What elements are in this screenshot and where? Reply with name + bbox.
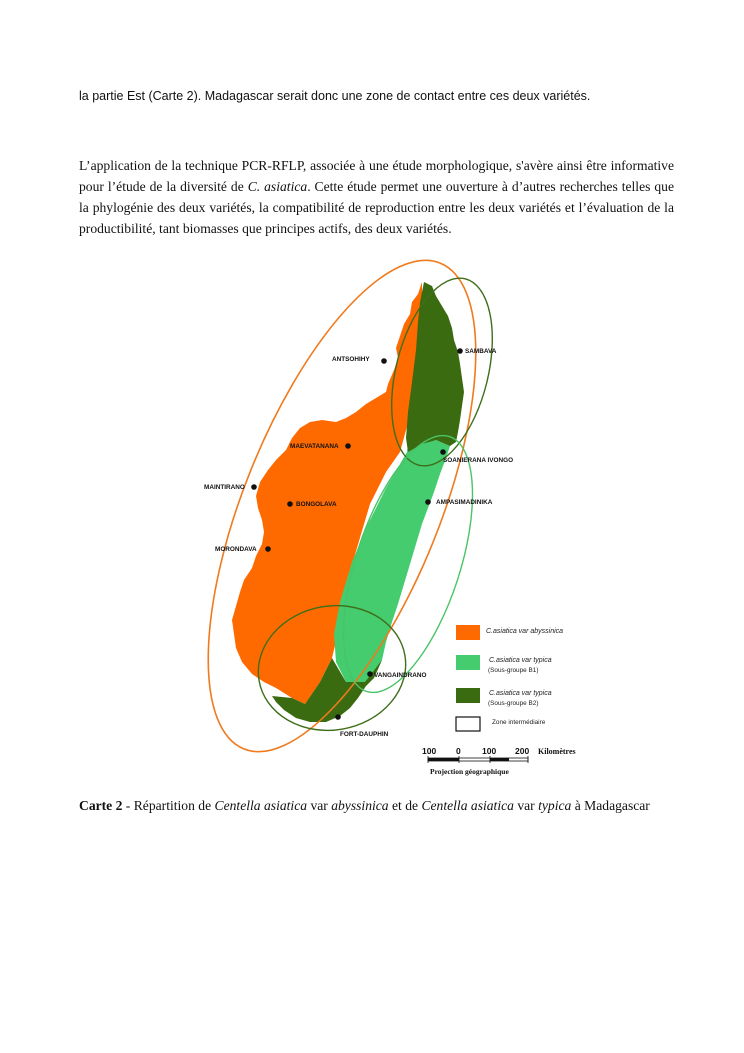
body-paragraph: [79, 155, 674, 239]
city-fort-dauphin: [335, 714, 388, 738]
city-antsohihy: [332, 356, 387, 364]
legend-label-typica-b1: C.asiatica var typica: [489, 657, 552, 664]
paragraph-species: C. asiatica: [247, 179, 308, 194]
caption-variety1: abyssinica: [331, 798, 389, 813]
legend-sub-typica-b1: (Sous-groupe B1): [488, 667, 539, 674]
caption-var2: var: [513, 798, 539, 813]
svg-text:SOANIERANA IVONGO: SOANIERANA IVONGO: [443, 457, 514, 464]
scale-bar: [422, 746, 576, 776]
svg-text:AMPASIMADINIKA: AMPASIMADINIKA: [436, 499, 493, 506]
paragraph-part1: L’application de la technique PCR-RFLP, associée à une étude morphologique, s'avère ainsi être informative pour l’étude de la diversité de: [79, 158, 674, 194]
legend-swatch-typica-b2: [456, 688, 480, 703]
scale-tick-0: 0: [456, 746, 461, 756]
caption-end: à Madagascar: [571, 798, 650, 813]
paragraph-part2: . Cette étude permet une ouverture à d’autres recherches telles que la phylogénie des deux variétés, la compatibilité de reproduction entre les deux variétés et l’évaluation de la productibilité, tant biomasses que principes actifs, des deux variétés.: [79, 179, 674, 236]
legend-label-abyssinica: C.asiatica var abyssinica: [486, 628, 564, 635]
legend-swatch-abyssinica: [456, 625, 480, 640]
city-ampasimadinika: [425, 499, 493, 506]
svg-text:MORONDAVA: MORONDAVA: [215, 546, 257, 553]
scale-unit: Kilomètres: [538, 747, 576, 756]
legend-sub-typica-b2: (Sous-groupe B2): [488, 700, 539, 707]
scale-tick-100-left: 100: [422, 746, 437, 756]
legend-label-intermediate: Zone intermédiaire: [492, 719, 546, 726]
caption-var1: var: [307, 798, 332, 813]
intro-line: la partie Est (Carte 2). Madagascar serait donc une zone de contact entre ces deux variétés.: [79, 89, 591, 103]
scale-projection: Projection géographique: [430, 767, 509, 776]
city-vangaindrano: [367, 671, 426, 679]
legend-swatch-intermediate: [456, 717, 480, 731]
map-svg: [160, 262, 600, 782]
scale-tick-100: 100: [482, 746, 497, 756]
scale-tick-200: 200: [515, 746, 530, 756]
caption-variety2: typica: [538, 798, 572, 813]
madagascar-map: [160, 262, 600, 782]
legend-swatch-typica-b1: [456, 655, 480, 670]
svg-text:BONGOLAVA: BONGOLAVA: [296, 501, 337, 508]
caption-label: Carte 2: [79, 798, 123, 813]
svg-text:FORT-DAUPHIN: FORT-DAUPHIN: [340, 731, 389, 738]
caption-sep: - Répartition de: [122, 798, 215, 813]
legend-label-typica-b2: C.asiatica var typica: [489, 690, 552, 697]
legend: [456, 625, 563, 731]
caption-genus1: Centella asiatica: [214, 798, 308, 813]
city-sambava: [457, 348, 497, 355]
svg-text:ANTSOHIHY: ANTSOHIHY: [332, 356, 370, 363]
svg-text:MAINTIRANO: MAINTIRANO: [204, 484, 245, 491]
svg-text:SAMBAVA: SAMBAVA: [465, 348, 497, 355]
caption-genus2: Centella asiatica: [421, 798, 514, 813]
city-maintirano: [204, 484, 257, 491]
svg-text:VANGAINDRANO: VANGAINDRANO: [374, 672, 427, 679]
caption-and: et de: [388, 798, 422, 813]
svg-text:MAEVATANANA: MAEVATANANA: [290, 443, 339, 450]
map-caption: [79, 795, 674, 816]
